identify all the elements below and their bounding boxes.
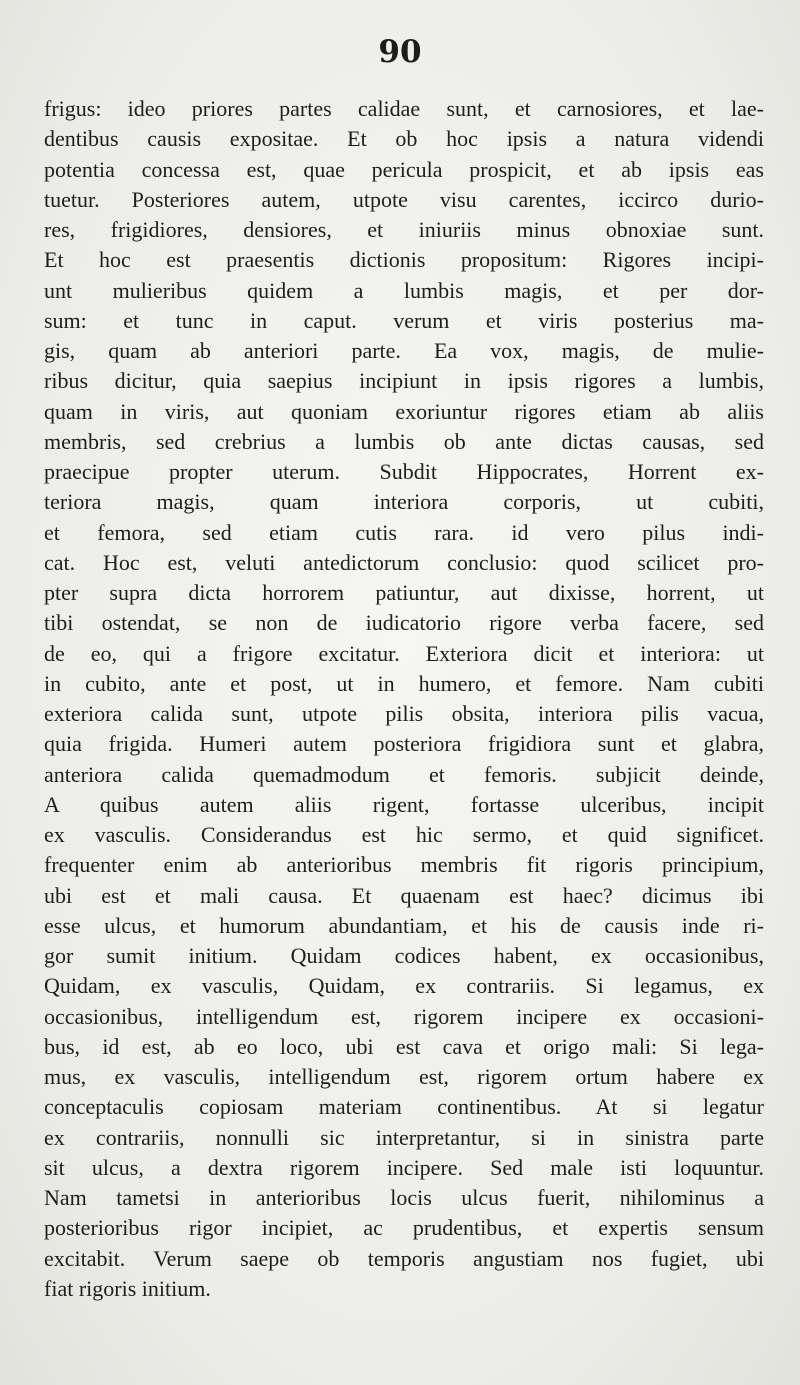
text-line: membris, sed crebrius a lumbis ob ante dictas causas, sed: [44, 428, 764, 454]
text-line: conceptaculis copiosam materiam continentibus. At si legatur: [44, 1094, 764, 1120]
text-line: gor sumit initium. Quidam codices habent, ex occasionibus,: [44, 943, 764, 968]
text-line: exteriora calida sunt, utpote pilis obsita, interiora pilis vacua,: [44, 701, 764, 726]
text-line: praecipue propter uterum. Subdit Hippocrates, Horrent ex-: [44, 459, 764, 484]
text-line: sit ulcus, a dextra rigorem incipere. Sed male isti loquuntur.: [44, 1154, 764, 1180]
text-line: esse ulcus, et humorum abundantiam, et his de causis inde ri-: [44, 912, 764, 938]
text-line: dentibus causis expositae. Et ob hoc ipsis a natura videndi: [44, 126, 764, 152]
text-line: anteriora calida quemadmodum et femoris. subjicit deinde,: [44, 761, 764, 787]
text-line: occasionibus, intelligendum est, rigorem incipere ex occasioni-: [44, 1003, 764, 1029]
text-line: et femora, sed etiam cutis rara. id vero pilus indi-: [44, 519, 764, 545]
text-line: Et hoc est praesentis dictionis propositum: Rigores incipi-: [44, 247, 764, 273]
text-line: Nam tametsi in anterioribus locis ulcus fuerit, nihilominus a: [44, 1185, 764, 1210]
text-line: excitabit. Verum saepe ob temporis angustiam nos fugiet, ubi: [44, 1245, 764, 1271]
text-line: frequenter enim ab anterioribus membris fit rigoris principium,: [44, 852, 764, 878]
page-number: 90: [378, 34, 422, 70]
text-line: frigus: ideo priores partes calidae sunt, et carnosiores, et lae-: [44, 96, 764, 121]
text-line: mus, ex vasculis, intelligendum est, rigorem ortum habere ex: [44, 1064, 764, 1089]
body-text: [44, 94, 764, 1304]
text-line: unt mulieribus quidem a lumbis magis, et per dor-: [44, 277, 764, 303]
text-line: tuetur. Posteriores autem, utpote visu carentes, iccirco durio-: [44, 186, 764, 212]
text-line: pter supra dicta horrorem patiuntur, aut dixisse, horrent, ut: [44, 580, 764, 605]
text-line: ubi est et mali causa. Et quaenam est haec? dicimus ibi: [44, 882, 764, 908]
text-line: de eo, qui a frigore excitatur. Exteriora dicit et interiora: ut: [44, 640, 764, 666]
text-line: fiat rigoris initium.: [44, 1275, 211, 1301]
text-line: ex contrariis, nonnulli sic interpretantur, si in sinistra parte: [44, 1124, 764, 1150]
text-line: bus, id est, ab eo loco, ubi est cava et origo mali: Si lega-: [44, 1033, 764, 1059]
text-line: tibi ostendat, se non de iudicatorio rigore verba facere, sed: [44, 610, 764, 636]
text-line: teriora magis, quam interiora corporis, ut cubiti,: [44, 489, 764, 515]
text-line: ex vasculis. Considerandus est hic sermo, et quid significet.: [44, 822, 764, 847]
text-line: sum: et tunc in caput. verum et viris posterius ma-: [44, 307, 764, 333]
text-line: potentia concessa est, quae pericula prospicit, et ab ipsis eas: [44, 156, 764, 182]
text-line: posterioribus rigor incipiet, ac prudentibus, et expertis sensum: [44, 1215, 764, 1241]
text-line: cat. Hoc est, veluti antedictorum conclusio: quod scilicet pro-: [44, 549, 764, 575]
text-line: res, frigidiores, densiores, et iniuriis minus obnoxiae sunt.: [44, 217, 764, 242]
text-line: quam in viris, aut quoniam exoriuntur rigores etiam ab aliis: [44, 398, 764, 424]
text-line: quia frigida. Humeri autem posteriora frigidiora sunt et glabra,: [44, 731, 764, 757]
text-line: Quidam, ex vasculis, Quidam, ex contrariis. Si legamus, ex: [44, 973, 764, 999]
text-line: A quibus autem aliis rigent, fortasse ulceribus, incipit: [44, 791, 764, 817]
text-line: gis, quam ab anteriori parte. Ea vox, magis, de mulie-: [44, 338, 764, 363]
text-line: in cubito, ante et post, ut in humero, et femore. Nam cubiti: [44, 670, 764, 696]
text-line: ribus dicitur, quia saepius incipiunt in ipsis rigores a lumbis,: [44, 368, 764, 394]
